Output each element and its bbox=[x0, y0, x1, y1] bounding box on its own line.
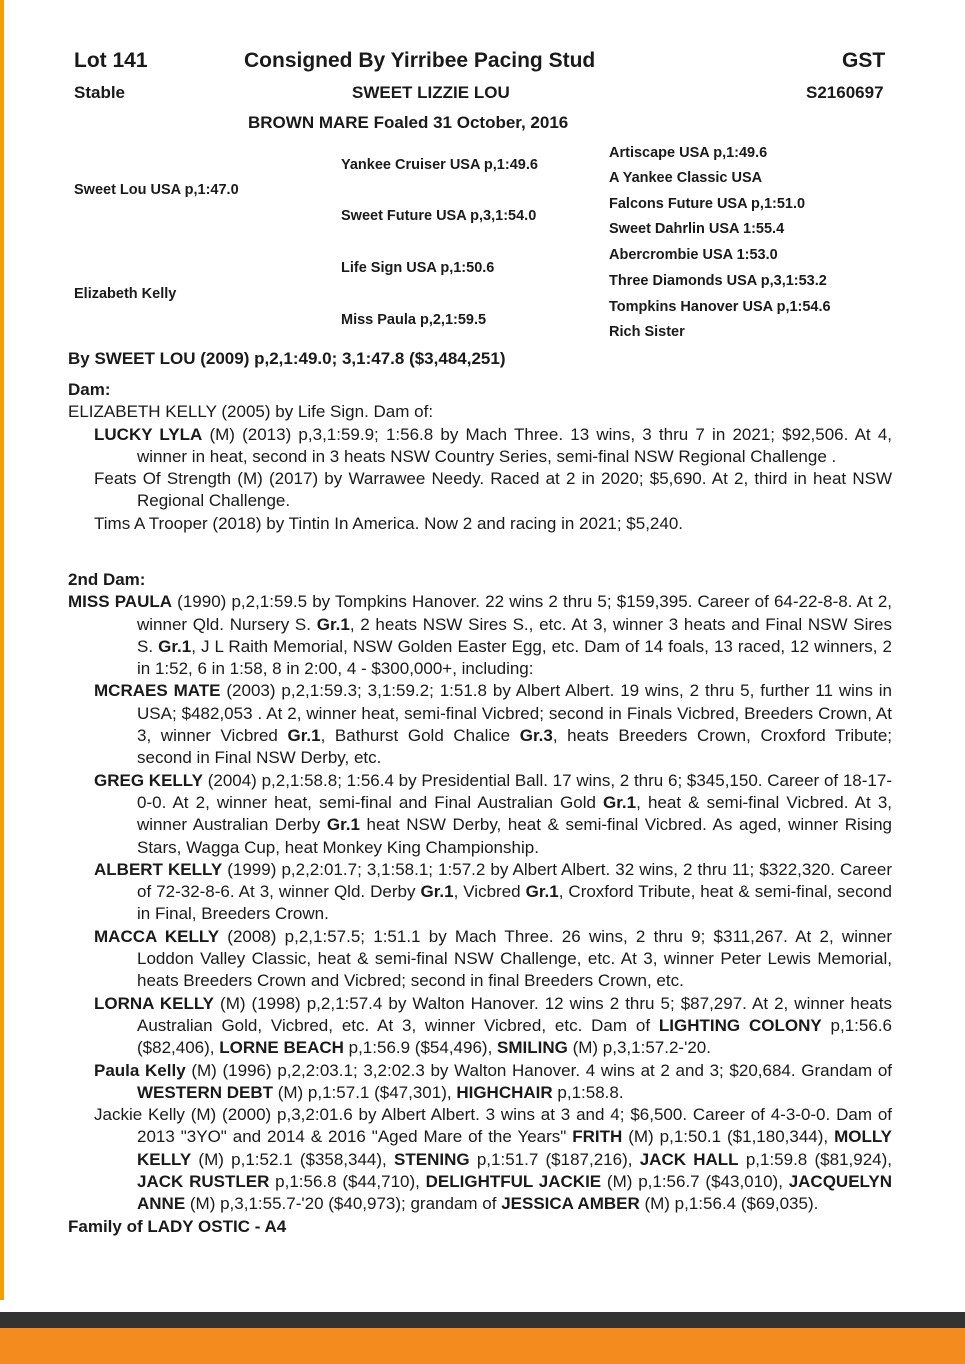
sire-line: By SWEET LOU (2009) p,2,1:49.0; 3,1:47.8 ($3,484,251) bbox=[68, 349, 506, 368]
gst-label: GST bbox=[842, 49, 886, 72]
pedigree-gen3-5: Abercrombie USA 1:53.0 bbox=[609, 247, 778, 263]
pedigree-gen3-2: A Yankee Classic USA bbox=[609, 170, 763, 186]
progeny-name: LUCKY LYLA bbox=[94, 424, 203, 444]
progeny-name: LORNA KELLY bbox=[94, 993, 214, 1013]
pedigree-gen3-4: Sweet Dahrlin USA 1:55.4 bbox=[609, 221, 785, 237]
stable-label: Stable bbox=[74, 83, 126, 102]
pedigree-gen3-7: Tompkins Hanover USA p,1:54.6 bbox=[609, 299, 831, 315]
progeny-entry: Paula Kelly (M) (1996) p,2,2:03.1; 3,2:02.3 by Walton Hanover. 4 wins at 2 and 3; $20,684. Grandam of WESTERN DEBT (M) p,1:57.1 ($47,301), HIGHCHAIR p,1:58.8. bbox=[94, 1060, 892, 1102]
progeny-name: GREG KELLY bbox=[94, 770, 203, 790]
pedigree-dam-dam: Miss Paula p,2,1:59.5 bbox=[341, 312, 487, 328]
footer-orange-bar bbox=[0, 1328, 965, 1364]
family-line: Family of LADY OSTIC - A4 bbox=[68, 1216, 287, 1236]
progeny-name: ALBERT KELLY bbox=[94, 859, 223, 879]
pedigree-gen3-8: Rich Sister bbox=[609, 324, 685, 340]
pedigree-gen3-3: Falcons Future USA p,1:51.0 bbox=[609, 196, 806, 212]
consignor: Consigned By Yirribee Pacing Stud bbox=[244, 49, 596, 72]
pedigree-sire-dam: Sweet Future USA p,3,1:54.0 bbox=[341, 208, 537, 224]
dam-heading: Dam: bbox=[68, 380, 111, 399]
dam-intro: ELIZABETH KELLY (2005) by Life Sign. Dam of: bbox=[68, 402, 434, 422]
progeny-entry: LUCKY LYLA (M) (2013) p,3,1:59.9; 1:56.8 by Mach Three. 13 wins, 3 thru 7 in 2021; $92,506. At 4, winner in heat, second in 3 heats NSW Country Series, semi-final NSW Regional Challenge . bbox=[94, 424, 893, 466]
pedigree-dam-sire: Life Sign USA p,1:50.6 bbox=[341, 260, 495, 276]
progeny-entry: ALBERT KELLY (1999) p,2,2:01.7; 3,1:58.1; 1:57.2 by Albert Albert. 32 wins, 2 thru 11; $322,320. Career of 72-32-8-6. At 3, winner Qld. Derby Gr.1, Vicbred Gr.1, Croxford Tribute, heat & semi-final, second in Final, Breeders Crown. bbox=[94, 859, 892, 924]
progeny-entry: MACCA KELLY (2008) p,2,1:57.5; 1:51.1 by Mach Three. 26 wins, 2 thru 9; $311,267. At 2, winner Loddon Valley Classic, heat & semi-final NSW Challenge, etc. At 3, winner Peter Lewis Memorial, heats Breeders Crown and Vicbred; second in final Breeders Crown, etc. bbox=[94, 926, 892, 991]
progeny-entry: Tims A Trooper (2018) by Tintin In America. Now 2 and racing in 2021; $5,240. bbox=[94, 513, 684, 533]
progeny-name: Paula Kelly bbox=[94, 1060, 186, 1080]
progeny-entry: GREG KELLY (2004) p,2,1:58.8; 1:56.4 by Presidential Ball. 17 wins, 2 thru 6; $345,150. Career of 18-17-0-0. At 2, winner heat, semi-final and Final Australian Gold Gr.1, heat & semi-final Vicbred. At 3, winner Australian Derby Gr.1 heat NSW Derby, heat & semi-final Vicbred. As aged, winner Rising Stars, Wagga Cup, heat Monkey King Championship. bbox=[94, 770, 892, 857]
horse-id: S2160697 bbox=[806, 83, 884, 102]
second-dam-entry: MISS PAULA (1990) p,2,1:59.5 by Tompkins Hanover. 22 wins 2 thru 5; $159,395. Career of 64-22-8-8. At 2, winner Qld. Nursery S. Gr.1, 2 heats NSW Sires S., etc. At 3, winner 3 heats and Final NSW Sires S. Gr.1, J L Raith Memorial, NSW Golden Easter Egg, etc. Dam of 14 foals, 13 raced, 12 winners, 2 in 1:52, 6 in 1:58, 8 in 2:00, 4 - $300,000+, including: bbox=[68, 592, 893, 679]
progeny-entry: MCRAES MATE (2003) p,2,1:59.3; 3,1:59.2; 1:51.8 by Albert Albert. 19 wins, 2 thru 5, further 11 wins in USA; $482,053 . At 2, winner heat, semi-final Vicbred; second in Finals Vicbred, Breeders Crown, At 3, winner Vicbred Gr.1, Bathurst Gold Chalice Gr.3, heats Breeders Crown, Croxford Tribute; second in Final NSW Derby, etc. bbox=[94, 681, 892, 768]
progeny-name: MACCA KELLY bbox=[94, 926, 220, 946]
progeny-name: MCRAES MATE bbox=[94, 681, 221, 701]
progeny-entry: Jackie Kelly (M) (2000) p,3,2:01.6 by Albert Albert. 3 wins at 3 and 4; $6,500. Career of 4-3-0-0. Dam of 2013 "3YO" and 2014 & 2016 "Aged Mare of the Years" FRITH (M) p,1:50.1 ($1,180,344), MOLLY KELLY (M) p,1:52.1 ($358,344), STENING p,1:51.7 ($187,216), JACK HALL p,1:59.8 ($81,924), JACK RUSTLER p,1:56.8 ($44,710), DELIGHTFUL JACKIE (M) p,1:56.7 ($43,010), JACQUELYN ANNE (M) p,3,1:55.7-'20 ($40,973); grandam of JESSICA AMBER (M) p,1:56.4 ($69,035). bbox=[94, 1105, 893, 1214]
pedigree-sire: Sweet Lou USA p,1:47.0 bbox=[74, 182, 239, 198]
footer-dark-bar bbox=[0, 1312, 965, 1328]
second-dam-section bbox=[68, 569, 892, 1238]
left-accent-strip bbox=[0, 0, 4, 1300]
pedigree-gen3-1: Artiscape USA p,1:49.6 bbox=[609, 145, 768, 161]
progeny-entry: Feats Of Strength (M) (2017) by Warrawee Needy. Raced at 2 in 2020; $5,690. At 2, third in heat NSW Regional Challenge. bbox=[94, 469, 892, 511]
pedigree-dam: Elizabeth Kelly bbox=[74, 286, 177, 302]
dam-section bbox=[68, 379, 892, 535]
horse-description: BROWN MARE Foaled 31 October, 2016 bbox=[248, 113, 569, 132]
lot-number: Lot 141 bbox=[74, 49, 148, 72]
horse-name: SWEET LIZZIE LOU bbox=[352, 83, 510, 102]
progeny-entry: LORNA KELLY (M) (1998) p,2,1:57.4 by Walton Hanover. 12 wins 2 thru 5; $87,297. At 2, winner heats Australian Gold, Vicbred, etc. At 3, winner Vicbred, etc. Dam of LIGHTING COLONY p,1:56.6 ($82,406), LORNE BEACH p,1:56.9 ($54,496), SMILING (M) p,3,1:57.2-'20. bbox=[94, 993, 892, 1058]
second-dam-heading: 2nd Dam: bbox=[68, 570, 146, 589]
pedigree-gen3-6: Three Diamonds USA p,3,1:53.2 bbox=[609, 273, 827, 289]
second-dam-name: MISS PAULA bbox=[68, 592, 173, 612]
pedigree-sire-sire: Yankee Cruiser USA p,1:49.6 bbox=[341, 157, 538, 173]
